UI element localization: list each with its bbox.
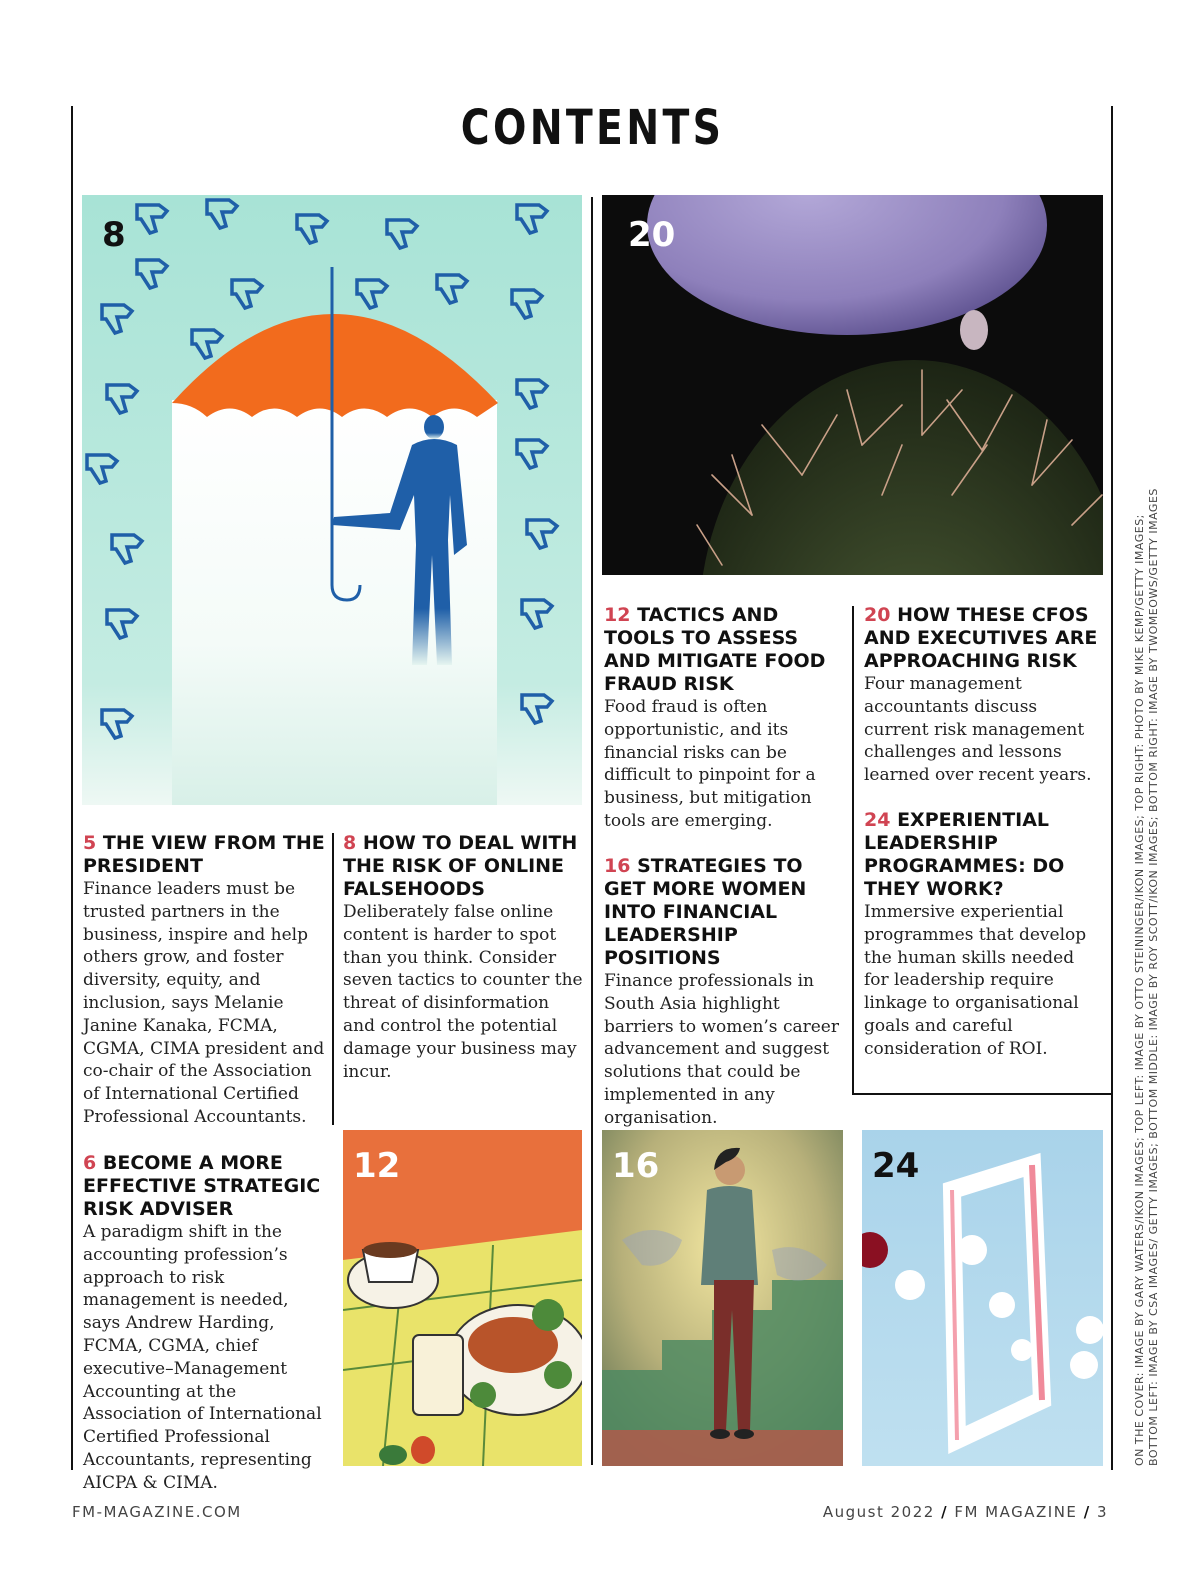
footer-website[interactable]: FM-MAGAZINE.COM <box>72 1503 242 1521</box>
column-rule-right <box>852 606 854 1094</box>
story-headline[interactable]: 8 HOW TO DEAL WITH THE RISK OF ONLINE FALSEHOODS <box>343 832 578 900</box>
section-rule <box>852 1093 1113 1095</box>
credits-line-2: BOTTOM LEFT: IMAGE BY CSA IMAGES/ GETTY IMAGES; BOTTOM MIDDLE: IMAGE BY ROY SCOTT/IKON IMAGES; BOTTOM RIGHT: IMAGE BY TWOMEOWS/GETTY IMAGES <box>1147 488 1160 1466</box>
story-summary: Food fraud is often opportunistic, and its financial risks can be difficult to pinpoint for a business, but mitigation tools are emerging. <box>604 697 816 831</box>
story-page-number: 6 <box>83 1152 97 1174</box>
story-summary: A paradigm shift in the accounting profession’s approach to risk management is needed, says Andrew Harding, FCMA, CGMA, chief executive–Management Accounting at the Association of International Certified Professional Accountants, representing AICPA & CIMA. <box>83 1222 322 1493</box>
story-8[interactable] <box>343 832 583 1083</box>
story-headline[interactable]: 20 HOW THESE CFOS AND EXECUTIVES ARE APPROACHING RISK <box>864 604 1098 672</box>
story-page-number: 20 <box>864 604 891 626</box>
feature-image-8 <box>82 195 582 805</box>
story-page-number: 24 <box>864 809 891 831</box>
footer-separator: / <box>1083 1503 1091 1521</box>
story-headline[interactable]: 12 TACTICS AND TOOLS TO ASSESS AND MITIGATE FOOD FRAUD RISK <box>604 604 826 695</box>
credits-line-1: ON THE COVER: IMAGE BY GARY WATERS/IKON IMAGES; TOP LEFT: IMAGE BY OTTO STEININGER/IKON IMAGES; TOP RIGHT: PHOTO BY MIKE KEMP/GETTY IMAGES; <box>1133 514 1146 1466</box>
feature-image-16 <box>602 1130 843 1466</box>
story-summary: Finance professionals in South Asia highlight barriers to women’s career advancement and suggest solutions that could be implemented in any organisation. <box>604 971 839 1128</box>
story-20[interactable] <box>864 604 1104 787</box>
feature-number-20: 20 <box>628 215 676 255</box>
feature-number-12: 12 <box>353 1146 401 1186</box>
right-border-rule <box>1111 106 1113 1470</box>
footer-magazine-name: FM MAGAZINE <box>954 1503 1078 1521</box>
story-12[interactable] <box>604 604 844 833</box>
story-summary: Immersive experiential programmes that develop the human skills needed for leadership require linkage to organisational goals and careful consideration of ROI. <box>864 902 1087 1059</box>
feature-number-24: 24 <box>872 1146 920 1186</box>
footer-issue-date: August 2022 <box>822 1503 935 1521</box>
story-page-number: 8 <box>343 832 357 854</box>
story-16[interactable] <box>604 855 844 1130</box>
feature-number-16: 16 <box>612 1146 660 1186</box>
column-rule-left <box>332 833 334 1125</box>
feature-image-24 <box>862 1130 1103 1466</box>
story-headline[interactable]: 6 BECOME A MORE EFFECTIVE STRATEGIC RISK ADVISER <box>83 1152 321 1220</box>
story-page-number: 16 <box>604 855 631 877</box>
column-rule-center <box>591 197 593 1465</box>
story-summary: Four management accountants discuss current risk management challenges and lessons learned over recent years. <box>864 674 1092 786</box>
feature-image-20 <box>602 195 1103 575</box>
feature-image-12 <box>343 1130 582 1466</box>
story-summary: Deliberately false online content is harder to spot than you think. Consider seven tactics to counter the threat of disinformation and control the potential damage your business may incur. <box>343 902 583 1082</box>
feature-number-8: 8 <box>102 215 126 255</box>
story-headline[interactable]: 24 EXPERIENTIAL LEADERSHIP PROGRAMMES: DO THEY WORK? <box>864 809 1065 900</box>
footer-separator: / <box>941 1503 949 1521</box>
page-title: CONTENTS <box>460 100 725 156</box>
story-page-number: 5 <box>83 832 97 854</box>
footer-page-number: 3 <box>1096 1503 1108 1521</box>
story-headline[interactable]: 5 THE VIEW FROM THE PRESIDENT <box>83 832 325 877</box>
story-6[interactable] <box>83 1152 325 1495</box>
story-page-number: 12 <box>604 604 631 626</box>
left-border-rule <box>71 106 73 1470</box>
story-summary: Finance leaders must be trusted partners in the business, inspire and help others grow, and foster diversity, equity, and inclusion, says Melanie Janine Kanaka, FCMA, CGMA, CIMA president and co-chair of the Association of International Certified Professional Accountants. <box>83 879 325 1127</box>
image-credits <box>1133 486 1161 1466</box>
story-5[interactable] <box>83 832 325 1129</box>
story-headline[interactable]: 16 STRATEGIES TO GET MORE WOMEN INTO FINANCIAL LEADERSHIP POSITIONS <box>604 855 807 969</box>
story-24[interactable] <box>864 809 1104 1061</box>
footer-issue-info <box>823 1503 1108 1521</box>
